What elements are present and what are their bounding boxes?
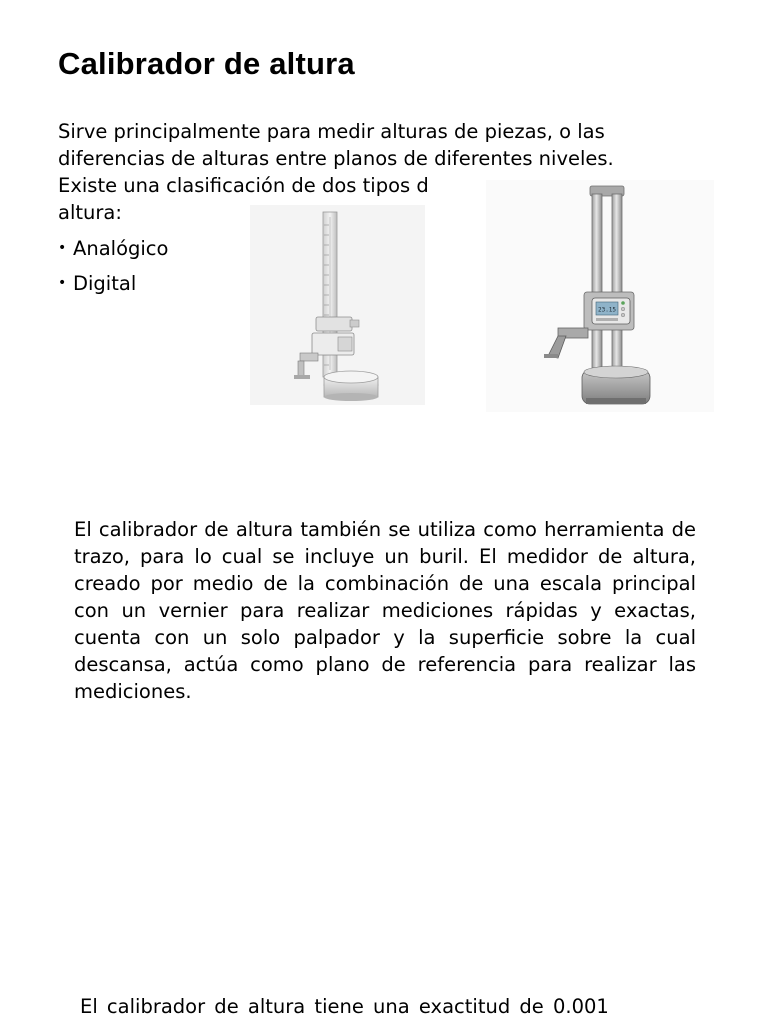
list-item-analog	[58, 235, 168, 262]
intro-line: altura:	[58, 201, 122, 224]
intro-line: Existe una clasificación de dos tipos d	[58, 174, 429, 197]
list-item-label: Digital	[73, 272, 137, 295]
accuracy-text: El calibrador de altura tiene una exactitud de 0.001	[80, 995, 609, 1018]
bullet-dot-icon: •	[58, 275, 67, 291]
display-reading: 23.15	[597, 306, 617, 314]
intro-line: diferencias de alturas entre planos de diferentes niveles.	[58, 147, 614, 170]
digital-height-gauge-image	[486, 180, 714, 412]
description-paragraph: El calibrador de altura también se utiliza como herramienta de trazo, para lo cual se incluye un buril. El medidor de altura, creado por medio de la combinación de una escala principal con un vernier para realizar mediciones rápidas y exactas, cuenta con un solo palpador y la superficie sobre la cual descansa, actúa como plano de referencia para realizar las mediciones.	[74, 518, 696, 703]
page-title: Calibrador de altura	[58, 46, 355, 81]
analog-height-gauge-image	[250, 205, 425, 405]
list-item-digital	[58, 270, 168, 297]
type-list	[58, 235, 168, 305]
list-item-label: Analógico	[73, 237, 169, 260]
bullet-dot-icon: •	[58, 240, 67, 256]
intro-line: Sirve principalmente para medir alturas de piezas, o las	[58, 120, 605, 143]
